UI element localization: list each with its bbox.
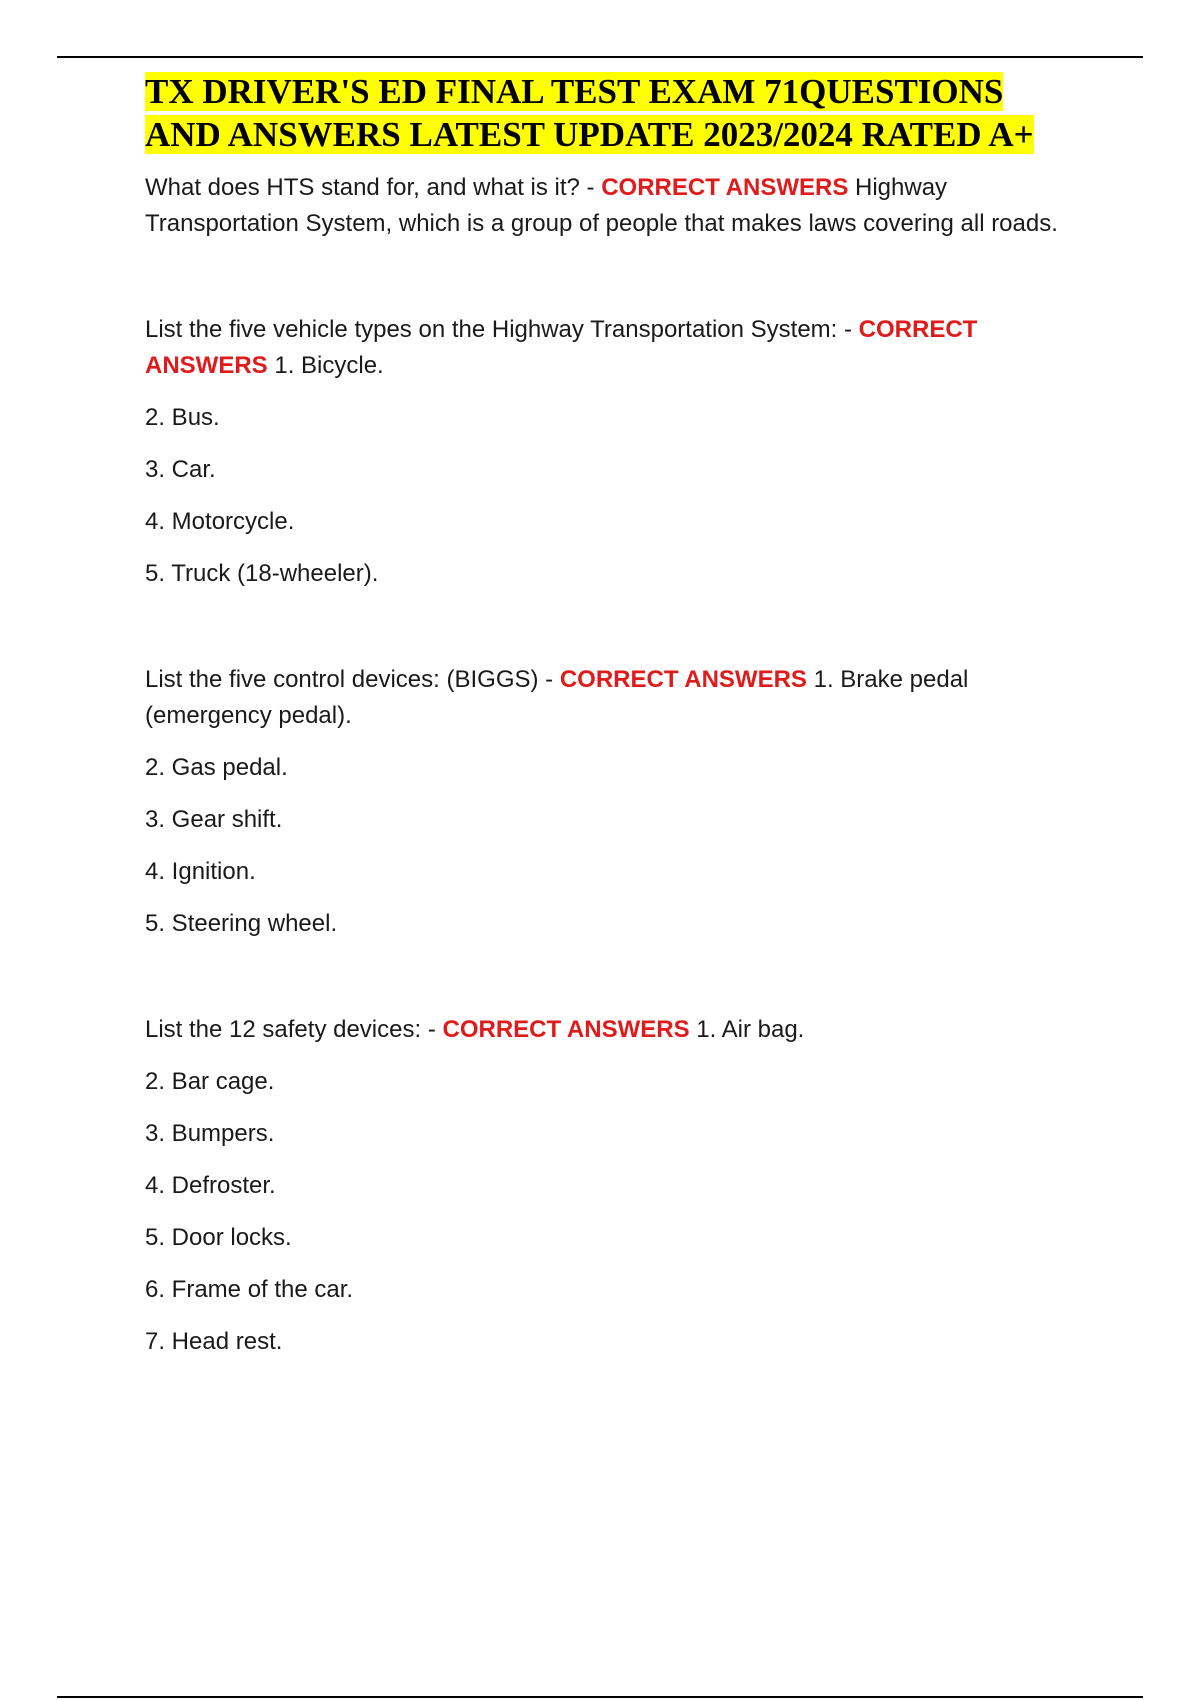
list-item: 2. Bar cage. (145, 1068, 275, 1095)
correct-answers-label: CORRECT ANSWERS (442, 1016, 690, 1043)
correct-answers-label: CORRECT ANSWERS (145, 316, 978, 379)
spacer (145, 242, 1065, 312)
correct-answers-label: CORRECT ANSWERS (559, 666, 807, 693)
qa-block-2 (145, 312, 1065, 592)
question-text: List the five vehicle types on the Highway Transportation System: - (145, 316, 859, 343)
spacer (145, 592, 1065, 662)
list-item: 3. Car. (145, 456, 216, 483)
qa-block-1 (145, 170, 1065, 242)
title-line-2: AND ANSWERS LATEST UPDATE 2023/2024 RATED A+ (145, 115, 1034, 154)
list-item: 2. Bus. (145, 404, 220, 431)
answer-text: 1. Bicycle. (267, 352, 384, 379)
top-rule (57, 56, 1143, 58)
correct-answers-label: CORRECT ANSWERS (601, 174, 849, 201)
bottom-rule (57, 1696, 1143, 1698)
list-item: 2. Gas pedal. (145, 754, 288, 781)
list-item: 3. Gear shift. (145, 806, 283, 833)
list-item: 5. Door locks. (145, 1224, 292, 1251)
question-4 (145, 1012, 1065, 1048)
spacer (145, 942, 1065, 1012)
answer-text: 1. Brake pedal (emergency pedal). (145, 666, 969, 729)
qa-block-4 (145, 1012, 1065, 1360)
list-item: 5. Truck (18-wheeler). (145, 560, 379, 587)
document-body (145, 70, 1065, 1360)
question-1 (145, 170, 1065, 242)
list-item: 7. Head rest. (145, 1328, 283, 1355)
question-text: List the five control devices: (BIGGS) - (145, 666, 560, 693)
question-text: List the 12 safety devices: - (145, 1016, 443, 1043)
qa-block-3 (145, 662, 1065, 942)
list-item: 6. Frame of the car. (145, 1276, 354, 1303)
question-text: What does HTS stand for, and what is it? - (145, 174, 602, 201)
list-item: 4. Defroster. (145, 1172, 276, 1199)
list-item: 4. Ignition. (145, 858, 256, 885)
list-item: 3. Bumpers. (145, 1120, 275, 1147)
title-line-1: TX DRIVER'S ED FINAL TEST EXAM 71QUESTIONS (145, 72, 1004, 111)
answer-text: Highway Transportation System, which is a group of people that makes laws covering all roads. (145, 174, 1058, 237)
list-item: 5. Steering wheel. (145, 910, 338, 937)
answer-text: 1. Air bag. (689, 1016, 805, 1043)
question-3 (145, 662, 1065, 734)
document-title (145, 70, 1065, 156)
question-2 (145, 312, 1065, 384)
list-item: 4. Motorcycle. (145, 508, 295, 535)
